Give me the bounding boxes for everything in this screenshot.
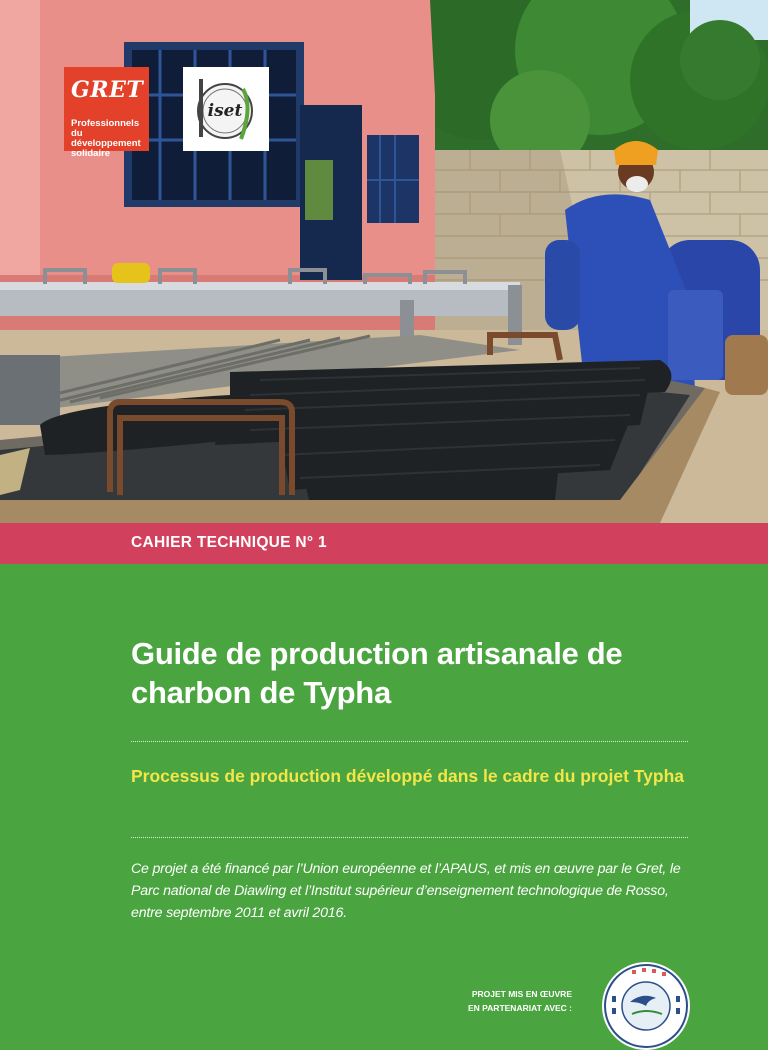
series-label: CAHIER TECHNIQUE N° 1 <box>131 534 327 551</box>
cover-body <box>0 564 768 1024</box>
iset-logo <box>183 67 269 151</box>
funding-description: Ce projet a été financé par l’Union européenne et l’APAUS, et mis en œuvre par le Gret, le Parc national de Diawling et l’Institut supérieur d’enseignement technologique de Rosso, entre septembre 2011 et avril 2016. <box>131 861 681 921</box>
series-band <box>0 523 768 564</box>
iset-emblem <box>183 67 269 151</box>
partners-caption-line1: PROJET MIS EN ŒUVRE <box>471 989 572 999</box>
document-subtitle: Processus de production développé dans le cadre du projet Typha <box>131 766 684 786</box>
parc-national-logo <box>602 962 690 1050</box>
dotted-divider <box>131 741 688 742</box>
partners-caption <box>440 987 572 1015</box>
gret-logo-name: GRET <box>71 77 144 103</box>
iset-logo-name: iset <box>207 101 243 121</box>
pink-building <box>0 0 435 330</box>
gret-logo-tagline: Professionnels du développement solidaire <box>71 118 141 159</box>
document-title: Guide de production artisanale de charbon de Typha <box>131 636 623 710</box>
cover-photo <box>0 0 768 523</box>
gret-logo <box>64 67 149 159</box>
parc-national-emblem <box>602 962 690 1050</box>
partners-caption-line2: EN PARTENARIAT AVEC : <box>467 1003 572 1013</box>
dotted-divider <box>131 837 688 838</box>
